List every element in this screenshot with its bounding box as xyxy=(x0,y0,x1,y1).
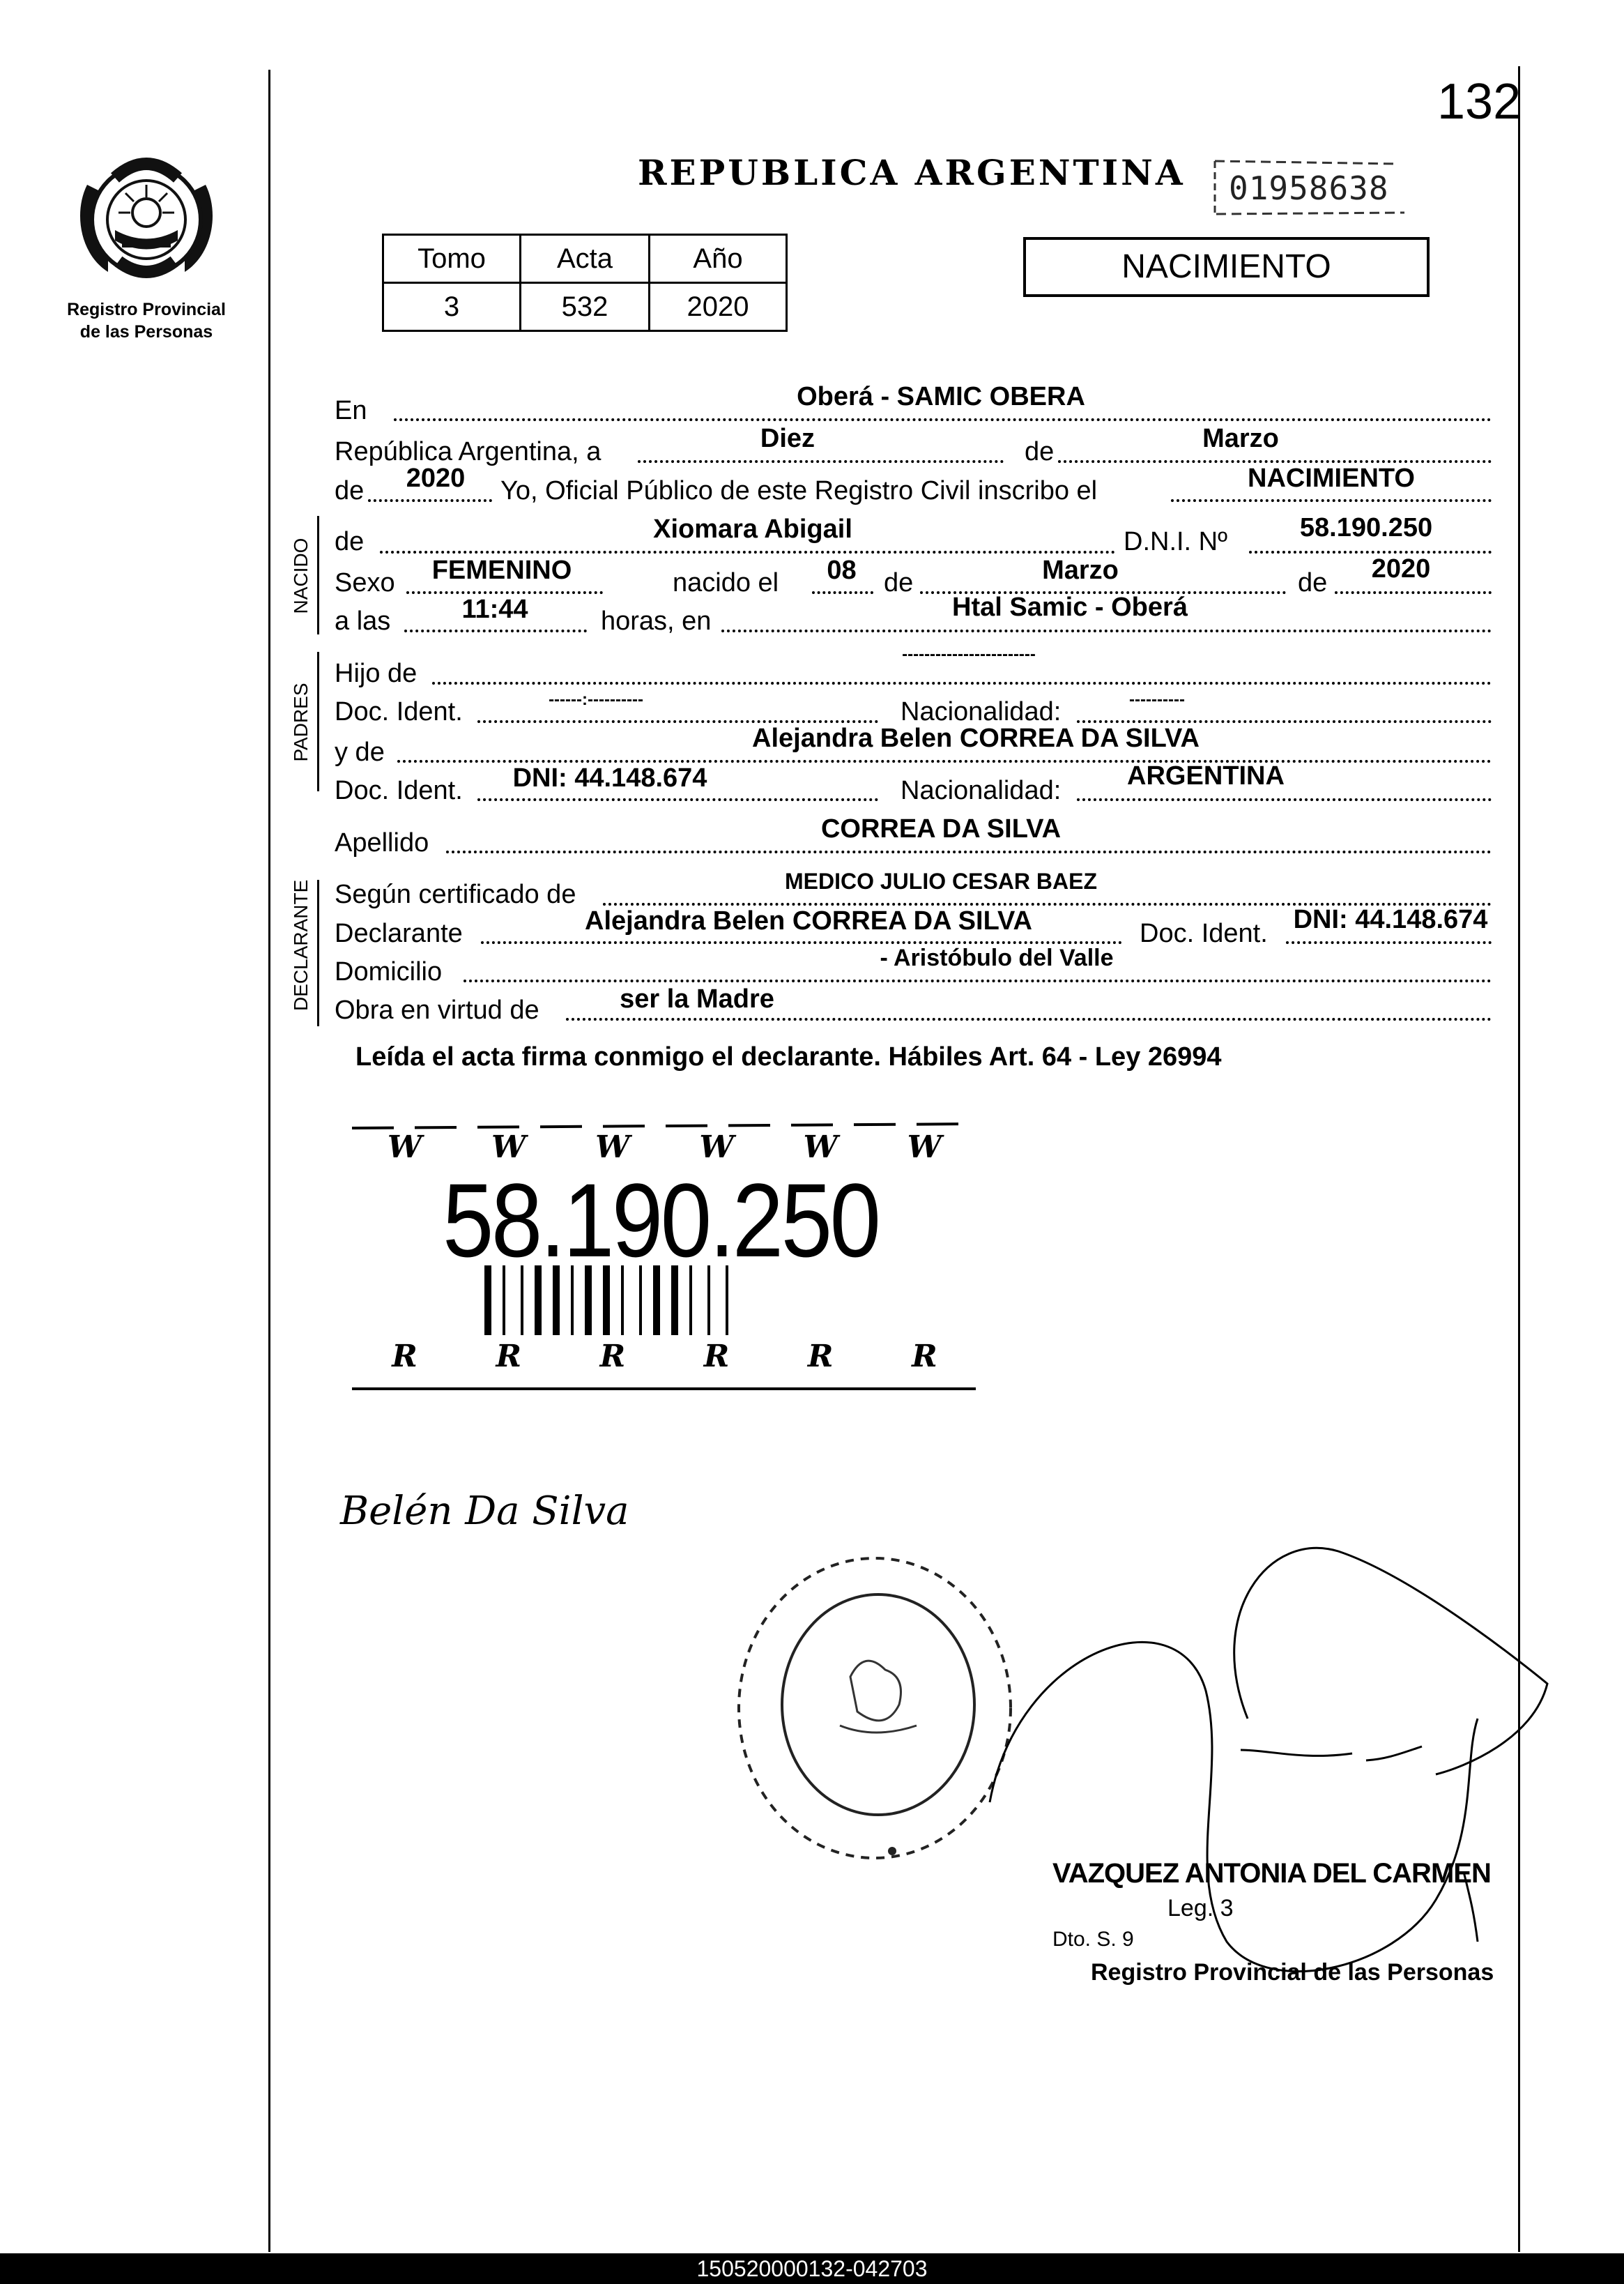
header-tomo: Tomo xyxy=(383,235,521,283)
dni-value: 58.190.250 xyxy=(1299,513,1433,542)
page-number: 132 xyxy=(1437,74,1522,130)
de-label-2: de xyxy=(335,476,365,505)
value-acta: 532 xyxy=(521,283,650,331)
official-name: VAZQUEZ ANTONIA DEL CARMEN xyxy=(1052,1858,1491,1889)
closing-note: Leída el acta firma conmigo el declarante. Hábiles Art. 64 - Ley 26994 xyxy=(355,1042,1222,1072)
declarante-doc-label: Doc. Ident. xyxy=(1140,919,1268,948)
certificado-value: MEDICO JULIO CESAR BAEZ xyxy=(784,869,1098,894)
record-type-box: NACIMIENTO xyxy=(1023,237,1430,297)
yo-text: Yo, Oficial Público de este Registro Civil inscribo el xyxy=(500,476,1098,505)
sexo-dots xyxy=(406,591,603,594)
republica-dots-1 xyxy=(638,460,1004,463)
registry-table-header xyxy=(383,235,787,283)
mother-dots xyxy=(397,760,1492,763)
logo-caption-line1: Registro Provincial xyxy=(67,300,226,319)
de-label-1: de xyxy=(1025,437,1055,466)
sticker-pattern-bottom-mark-3: R xyxy=(703,1339,728,1374)
domicilio-label: Domicilio xyxy=(335,957,443,987)
sticker-pattern-top xyxy=(352,1129,976,1164)
nacido-month-value: Marzo xyxy=(1042,556,1119,585)
declarante-dots xyxy=(481,941,1122,944)
nac1-value: ---------- xyxy=(1129,690,1185,709)
official-dto: Dto. S. 9 xyxy=(1052,1928,1134,1951)
apellido-value: CORREA DA SILVA xyxy=(820,814,1062,844)
sticker-pattern-top-mark-3: W xyxy=(699,1129,733,1165)
handwritten-signature: Belén Da Silva xyxy=(340,1489,629,1534)
obra-label: Obra en virtud de xyxy=(335,996,539,1025)
republica-dots-2 xyxy=(1058,460,1492,463)
registry-table-values xyxy=(383,283,787,331)
place-value: Htal Samic - Oberá xyxy=(952,593,1188,622)
sexo-label: Sexo xyxy=(335,568,395,597)
registry-table xyxy=(382,234,788,332)
nac2-dots xyxy=(1077,798,1492,801)
inscribe-dots xyxy=(1171,499,1492,502)
logo-caption xyxy=(42,298,251,343)
serial-number: 01958638 xyxy=(1229,169,1389,207)
doc2-value: DNI: 44.148.674 xyxy=(512,763,707,793)
day-value: Diez xyxy=(760,424,815,453)
dni-dots xyxy=(1249,551,1492,554)
value-anio: 2020 xyxy=(650,283,787,331)
nacido-year-dots xyxy=(1335,591,1492,594)
sticker-pattern-bottom xyxy=(352,1339,976,1380)
nacido-year-value: 2020 xyxy=(1371,554,1431,584)
certificado-label: Según certificado de xyxy=(335,880,576,909)
obra-value: ser la Madre xyxy=(620,984,774,1014)
nac2-value: ARGENTINA xyxy=(1127,761,1285,791)
time-dots xyxy=(404,630,587,632)
logo-caption-line2: de las Personas xyxy=(79,322,213,342)
page-title: REPUBLICA ARGENTINA xyxy=(638,152,1186,193)
hijo-de-dots xyxy=(432,682,1492,685)
en-dots xyxy=(394,418,1492,421)
nacido-bracket xyxy=(317,516,319,634)
sticker-pattern-bottom-mark-0: R xyxy=(392,1339,416,1374)
nacido-el-label: nacido el xyxy=(673,568,779,597)
nacionalidad-label-1: Nacionalidad: xyxy=(901,697,1062,726)
declarante-label: Declarante xyxy=(335,919,463,948)
a-las-label: a las xyxy=(335,607,391,636)
horas-label: horas, en xyxy=(601,607,712,636)
republica-label: República Argentina, a xyxy=(335,437,602,466)
official-legajo: Leg. 3 xyxy=(1167,1895,1234,1921)
nacido-de-label-2: de xyxy=(884,568,914,597)
nacido-side-label: NACIDO xyxy=(290,538,312,614)
nac1-dots xyxy=(1077,720,1492,723)
hijo-de-value: ------------------------ xyxy=(902,645,1036,664)
sticker-pattern-top-mark-0: W xyxy=(387,1129,421,1165)
en-value: Oberá - SAMIC OBERA xyxy=(797,382,1085,411)
padres-side-label: PADRES xyxy=(290,683,312,762)
obra-dots xyxy=(566,1018,1492,1021)
nacido-name-value: Xiomara Abigail xyxy=(653,515,852,544)
header-anio: Año xyxy=(650,235,787,283)
nacido-de-label-3: de xyxy=(1298,568,1328,597)
dni-label: D.N.I. Nº xyxy=(1124,527,1227,556)
sticker-pattern-top-mark-5: W xyxy=(907,1129,941,1165)
header-acta: Acta xyxy=(521,235,650,283)
domicilio-value: - Aristóbulo del Valle xyxy=(880,945,1114,971)
doc1-dots xyxy=(477,720,878,723)
doc-ident-label-1: Doc. Ident. xyxy=(335,697,463,726)
sticker-pattern-top-mark-2: W xyxy=(595,1129,629,1165)
declarante-doc-value: DNI: 44.148.674 xyxy=(1293,905,1488,934)
nacido-de-label: de xyxy=(335,527,365,556)
declarante-side-label: DECLARANTE xyxy=(290,879,312,1011)
official-signature-stroke xyxy=(976,1509,1575,1997)
sticker-pattern-bottom-mark-5: R xyxy=(912,1339,936,1374)
sticker-dni-number: 58.190.250 xyxy=(443,1162,879,1279)
doc1-value: ------:---------- xyxy=(549,690,643,709)
en-label: En xyxy=(335,396,367,425)
month-value: Marzo xyxy=(1202,424,1279,453)
year-dots xyxy=(368,499,492,502)
time-value: 11:44 xyxy=(461,595,528,624)
domicilio-dots xyxy=(464,980,1492,982)
left-margin-line xyxy=(268,70,270,2252)
place-dots xyxy=(721,630,1492,632)
apellido-dots xyxy=(446,851,1492,853)
sticker-pattern-bottom-mark-1: R xyxy=(496,1339,521,1374)
declarante-doc-dots xyxy=(1286,941,1492,944)
province-seal-logo xyxy=(66,136,227,296)
nacionalidad-label-2: Nacionalidad: xyxy=(901,776,1062,805)
doc2-dots xyxy=(477,798,878,801)
value-tomo: 3 xyxy=(383,283,521,331)
official-registry: Registro Provincial de las Personas xyxy=(1091,1959,1494,1986)
declarante-value: Alejandra Belen CORREA DA SILVA xyxy=(585,906,1032,936)
nacido-day-dots xyxy=(812,591,873,594)
mother-value: Alejandra Belen CORREA DA SILVA xyxy=(752,724,1200,753)
sticker-pattern-bottom-mark-2: R xyxy=(599,1339,625,1374)
declarante-bracket xyxy=(317,880,319,1026)
serial-stamp xyxy=(1209,157,1411,220)
apellido-label: Apellido xyxy=(335,828,429,858)
hijo-de-label: Hijo de xyxy=(335,659,418,688)
nacido-name-dots xyxy=(380,551,1115,554)
y-de-label: y de xyxy=(335,738,385,767)
nacido-day-value: 08 xyxy=(827,556,857,585)
sticker-pattern-top-mark-4: W xyxy=(803,1129,836,1165)
sticker-pattern-bottom-mark-4: R xyxy=(807,1339,832,1374)
doc-ident-label-2: Doc. Ident. xyxy=(335,776,463,805)
padres-bracket xyxy=(317,652,319,791)
sexo-value: FEMENINO xyxy=(431,556,572,585)
bottom-code-bar: 150520000132-042703 xyxy=(0,2253,1624,2284)
inscribe-value: NACIMIENTO xyxy=(1248,464,1415,493)
year-value: 2020 xyxy=(406,464,466,493)
sticker-pattern-top-mark-1: W xyxy=(491,1129,525,1165)
